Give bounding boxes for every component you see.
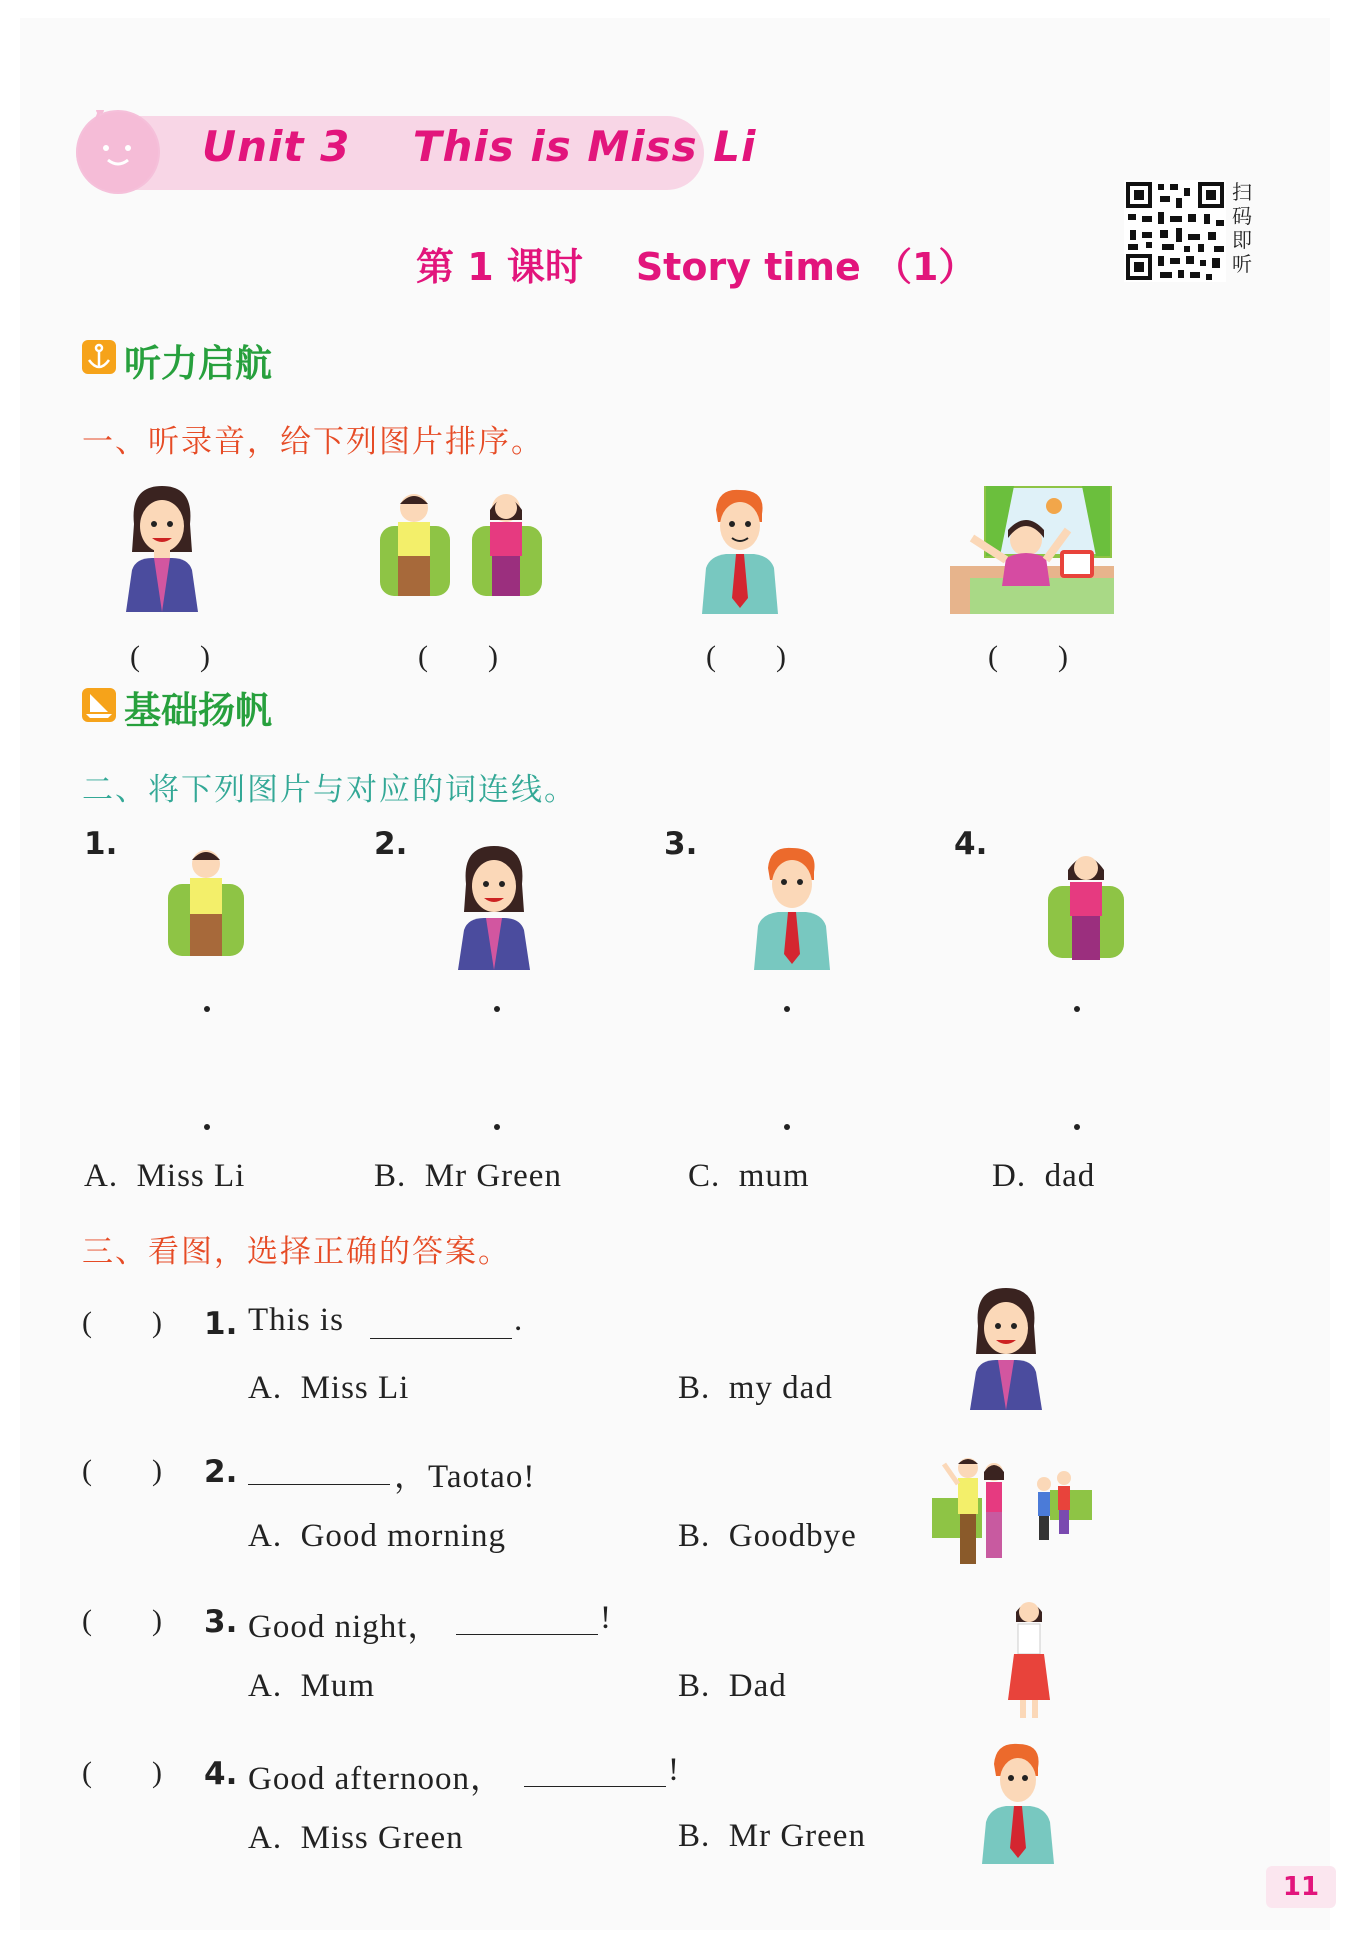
lesson-title: 第 1 课时 Story time （1）: [416, 245, 977, 289]
sail-icon: [82, 688, 116, 722]
section-basics-heading: 基础扬帆: [124, 689, 272, 732]
order-blank-2[interactable]: ( ): [418, 640, 498, 673]
item-number-2: 2.: [204, 1454, 238, 1490]
match-dot-top-1[interactable]: [204, 1006, 210, 1012]
item-4-option-b: B. Mr Green: [678, 1818, 866, 1854]
match-option-a: A. Miss Li: [84, 1158, 246, 1194]
match-number-3: 3.: [664, 826, 698, 862]
item-1-option-a: A. Miss Li: [248, 1370, 410, 1406]
order-blank-3[interactable]: ( ): [706, 640, 786, 673]
red-haired-man-image-3: [980, 1742, 1056, 1864]
woman-in-chair-image: [1046, 846, 1126, 968]
match-dot-bottom-b[interactable]: [494, 1124, 500, 1130]
page-number: 11: [1266, 1866, 1336, 1908]
answer-paren-4[interactable]: ( ): [82, 1756, 162, 1789]
match-option-d: D. dad: [992, 1158, 1096, 1194]
match-number-2: 2.: [374, 826, 408, 862]
item-1-prompt: This is: [248, 1302, 344, 1338]
match-dot-top-3[interactable]: [784, 1006, 790, 1012]
answer-paren-3[interactable]: ( ): [82, 1604, 162, 1637]
match-option-c: C. mum: [688, 1158, 810, 1194]
question-1-heading: 一、听录音，给下列图片排序。: [82, 424, 544, 460]
family-waving-image: [932, 1454, 1092, 1566]
item-3-option-a: A. Mum: [248, 1668, 376, 1704]
item-number-1: 1.: [204, 1306, 238, 1342]
item-1-option-b: B. my dad: [678, 1370, 833, 1406]
anchor-icon: [82, 340, 116, 374]
match-dot-bottom-a[interactable]: [204, 1124, 210, 1130]
item-2-option-a: A. Good morning: [248, 1518, 506, 1554]
match-dot-bottom-c[interactable]: [784, 1124, 790, 1130]
answer-paren-2[interactable]: ( ): [82, 1454, 162, 1487]
item-2-option-b: B. Goodbye: [678, 1518, 857, 1554]
match-dot-bottom-d[interactable]: [1074, 1124, 1080, 1130]
worksheet-page: [20, 18, 1330, 1930]
order-blank-1[interactable]: ( ): [130, 640, 210, 673]
section-listening-heading: 听力启航: [124, 342, 272, 385]
match-number-1: 1.: [84, 826, 118, 862]
item-3-blank[interactable]: [456, 1634, 598, 1635]
item-number-4: 4.: [204, 1756, 238, 1792]
item-3-end: !: [600, 1600, 612, 1636]
qr-label: 扫码即听: [1232, 180, 1252, 276]
match-dot-top-4[interactable]: [1074, 1006, 1080, 1012]
red-haired-man-image: [696, 488, 784, 614]
item-2-blank[interactable]: [248, 1484, 390, 1485]
item-1-blank[interactable]: [370, 1338, 512, 1339]
girl-waking-up-image: [950, 486, 1114, 614]
woman-portrait-image-3: [968, 1286, 1044, 1410]
question-2-heading: 二、将下列图片与对应的词连线。: [82, 772, 577, 808]
red-haired-man-image-2: [750, 846, 834, 970]
mascot-icon: [76, 110, 160, 194]
item-3-prompt: Good night，: [248, 1609, 442, 1645]
question-3-heading: 三、看图，选择正确的答案。: [82, 1234, 511, 1270]
unit-title: Unit 3 This is Miss Li: [202, 122, 757, 171]
qr-code-icon[interactable]: [1124, 180, 1226, 282]
match-dot-top-2[interactable]: [494, 1006, 500, 1012]
match-number-4: 4.: [954, 826, 988, 862]
item-4-end: !: [668, 1752, 680, 1788]
item-1-end: .: [514, 1302, 524, 1338]
item-2-end: ，Taotao!: [394, 1459, 536, 1495]
woman-portrait-image: [122, 484, 202, 612]
order-blank-4[interactable]: ( ): [988, 640, 1068, 673]
item-4-prompt: Good afternoon，: [248, 1761, 505, 1797]
item-4-blank[interactable]: [524, 1786, 666, 1787]
item-4-option-a: A. Miss Green: [248, 1820, 464, 1856]
woman-standing-image: [1004, 1596, 1054, 1720]
man-in-chair-image: [164, 844, 248, 964]
answer-paren-1[interactable]: ( ): [82, 1306, 162, 1339]
item-number-3: 3.: [204, 1604, 238, 1640]
woman-portrait-image-2: [454, 844, 534, 970]
parents-on-chairs-image: [376, 486, 546, 614]
match-option-b: B. Mr Green: [374, 1158, 562, 1194]
item-3-option-b: B. Dad: [678, 1668, 787, 1704]
